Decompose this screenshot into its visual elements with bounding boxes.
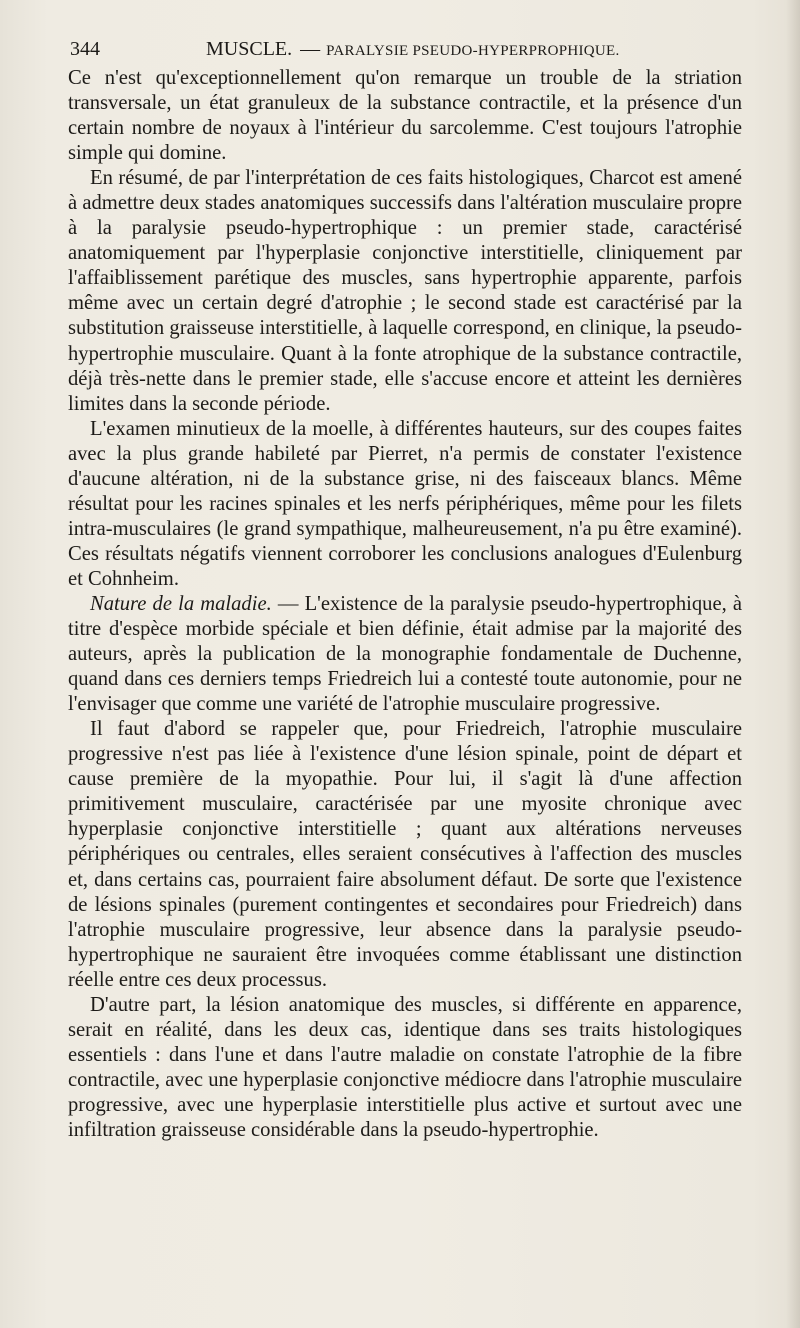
paragraph-5: Il faut d'abord se rappeler que, pour Friedreich, l'atrophie musculaire progressive n'est pas liée à l'existence d'une lésion spinale, point de départ et cause première de la myopathie. Pour lui, il s'agit là d'une affection primitivement musculaire, caractérisée par une myosite chronique avec hyperplasie conjonctive interstitielle ; quant aux altérations nerveuses périphériques ou centrales, elles seraient consécutives à l'affection des muscles et, dans certains cas, pourraient faire absolument défaut. De sorte que l'existence de lésions spinales (purement contingentes et secondaires pour Friedreich) dans l'atrophie musculaire progressive, leur absence dans la paralysie pseudo-hypertrophique ne sauraient être invoquées comme établissant une distinction réelle entre ces deux processus. (68, 718, 742, 991)
paragraph-1: Ce n'est qu'exceptionnellement qu'on remarque un trouble de la striation transversale, un état granuleux de la substance contractile, et la présence d'un certain nombre de noyaux à l'intérieur du sarcolemme. C'est toujours l'atrophie simple qui domine. (68, 67, 742, 165)
section-heading-nature: Nature de la maladie. (90, 592, 272, 615)
page-number: 344 (70, 38, 100, 60)
running-header (70, 38, 740, 64)
running-title-subtitle: PARALYSIE PSEUDO-HYPERPROPHIQUE. (326, 43, 620, 59)
body-text (68, 66, 742, 1143)
running-title-main: MUSCLE. (206, 38, 293, 60)
paragraph-2: En résumé, de par l'interprétation de ces faits histologiques, Charcot est amené à admettre deux stades anatomiques successifs dans l'altération musculaire propre à la paralysie pseudo-hypertrophique : un premier stade, caractérisé anatomiquement par l'hyperplasie conjonctive interstitielle, cliniquement par l'affaiblissement parétique des muscles, sans hypertrophie apparente, parfois même avec un certain degré d'atrophie ; le second stade est caractérisé par la substitution graisseuse interstitielle, à laquelle correspond, en clinique, la pseudo-hypertrophie musculaire. Quant à la fonte atrophique de la substance contractile, déjà très-nette dans le premier stade, elle s'accuse encore et atteint les dernières limites dans la seconde période. (68, 167, 742, 415)
paragraph-6: D'autre part, la lésion anatomique des muscles, si différente en apparence, serait en réalité, dans les deux cas, identique dans ses traits histologiques essentiels : dans l'une et dans l'autre maladie on constate l'atrophie de la fibre contractile, avec une hyperplasie conjonctive médiocre dans l'atrophie musculaire progressive, avec une hyperplasie interstitielle plus active et surtout avec une infiltration graisseuse considérable dans la pseudo-hypertrophie. (68, 993, 742, 1141)
paragraph-4 (68, 592, 742, 717)
paragraph-3: L'examen minutieux de la moelle, à différentes hauteurs, sur des coupes faites avec la plus grande habileté par Pierret, n'a permis de constater l'existence d'aucune altération, ni de la substance grise, ni des faisceaux blancs. Même résultat pour les racines spinales et les nerfs périphériques, même pour les filets intra-musculaires (le grand sympathique, malheureusement, n'a pu être examiné). Ces résultats négatifs viennent corroborer les conclusions analogues d'Eulenburg et Cohnheim. (68, 417, 742, 590)
running-title (206, 38, 620, 61)
running-title-separator: — (300, 38, 321, 60)
section-heading-dash: — (271, 592, 305, 615)
page-edge-shadow (786, 0, 800, 1328)
paragraph-4-text: L'existence de la paralysie pseudo-hypertrophique, à titre d'espèce morbide spéciale et bien définie, était admise par la majorité des auteurs, après la publication de la monographie fondamentale de Duchenne, quand dans ces derniers temps Friedreich lui a contesté toute autonomie, pour ne l'envisager que comme une variété de l'atrophie musculaire progressive. (68, 592, 742, 716)
